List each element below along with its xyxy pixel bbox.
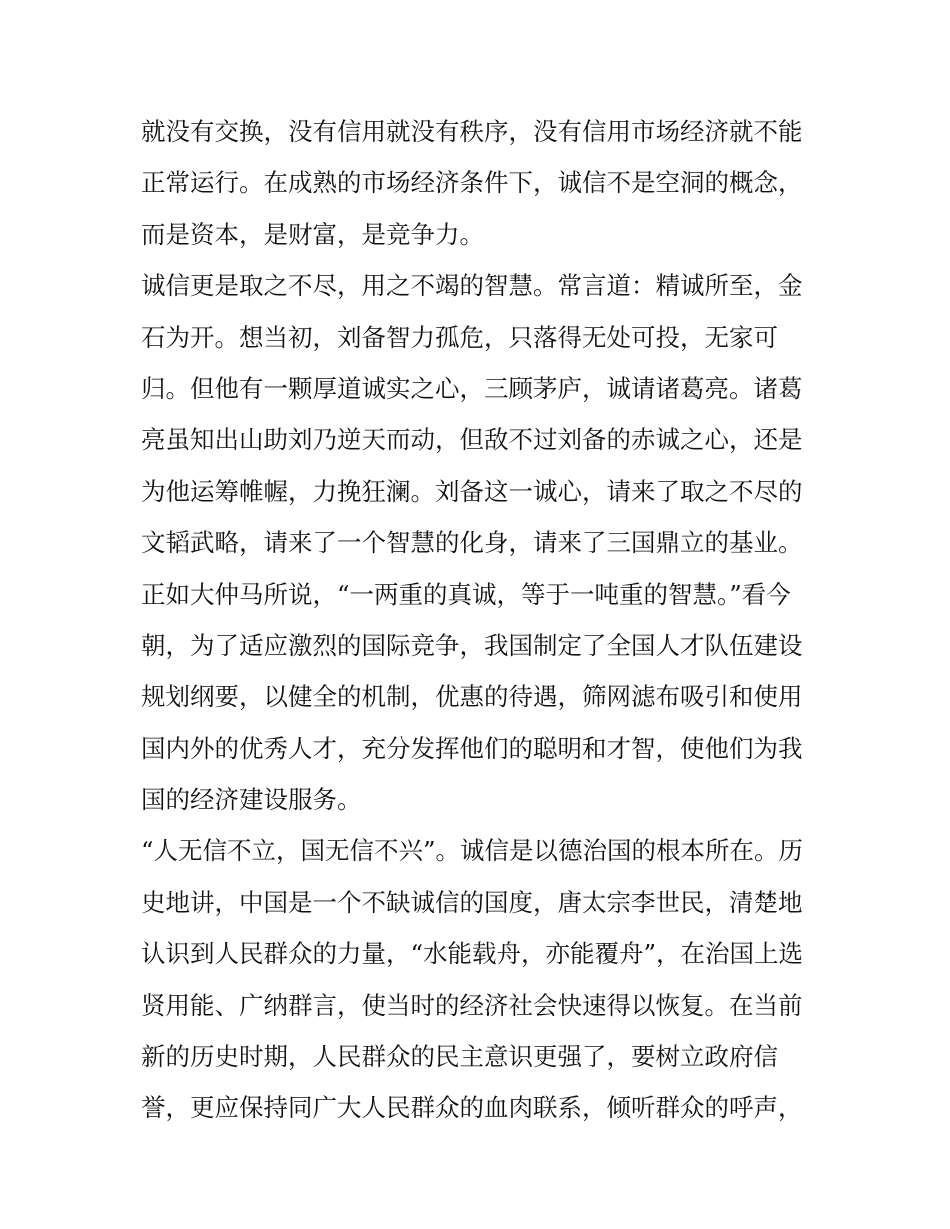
- text-line: 朝，为了适应激烈的国际竞争，我国制定了全国人才队伍建设: [141, 630, 803, 660]
- text-line: 国内外的优秀人才，充分发挥他们的聪明和才智，使他们为我: [141, 733, 803, 763]
- text-line: 石为开。想当初，刘备智力孤危，只落得无处可投，无家可: [141, 322, 778, 352]
- text-line: “人无信不立，国无信不兴”。诚信是以德治国的根本所在。历: [141, 836, 804, 866]
- body-text: [141, 106, 821, 1134]
- text-line: 就没有交换，没有信用就没有秩序，没有信用市场经济就不能: [141, 117, 803, 146]
- text-line: 规划纲要，以健全的机制，优惠的待遇，筛网滤布吸引和使用: [141, 682, 803, 712]
- text-line: 认识到人民群众的力量，“水能载舟，亦能覆舟”，在治国上选: [141, 939, 804, 969]
- text-line: 文韬武略，请来了一个智慧的化身，请来了三国鼎立的基业。: [141, 528, 803, 558]
- text-line: 诚信更是取之不尽，用之不竭的智慧。常言道：精诚所至，金: [141, 271, 803, 301]
- text-line: 归。但他有一颗厚道诚实之心，三顾茅庐，诚请诸葛亮。诸葛: [141, 373, 803, 403]
- text-line: 为他运筹帷幄，力挽狂澜。刘备这一诚心，请来了取之不尽的: [141, 476, 803, 506]
- text-line: 亮虽知出山助刘乃逆天而动，但敌不过刘备的赤诚之心，还是: [141, 425, 803, 455]
- text-line: 新的历史时期，人民群众的民主意识更强了，要树立政府信: [141, 1042, 778, 1072]
- text-line: 国的经济建设服务。: [141, 785, 362, 815]
- text-line: 正如大仲马所说，“一两重的真诚，等于一吨重的智慧。”看今: [141, 579, 791, 609]
- text-line: 贤用能、广纳群言，使当时的经济社会快速得以恢复。在当前: [141, 990, 803, 1020]
- text-line: 正常运行。在成熟的市场经济条件下，诚信不是空洞的概念，: [141, 168, 803, 198]
- text-line: 史地讲，中国是一个不缺诚信的国度，唐太宗李世民，清楚地: [141, 887, 803, 917]
- text-line: 而是资本，是财富，是竞争力。: [141, 219, 484, 249]
- text-line: 誉，更应保持同广大人民群众的血肉联系，倾听群众的呼声，: [141, 1093, 803, 1123]
